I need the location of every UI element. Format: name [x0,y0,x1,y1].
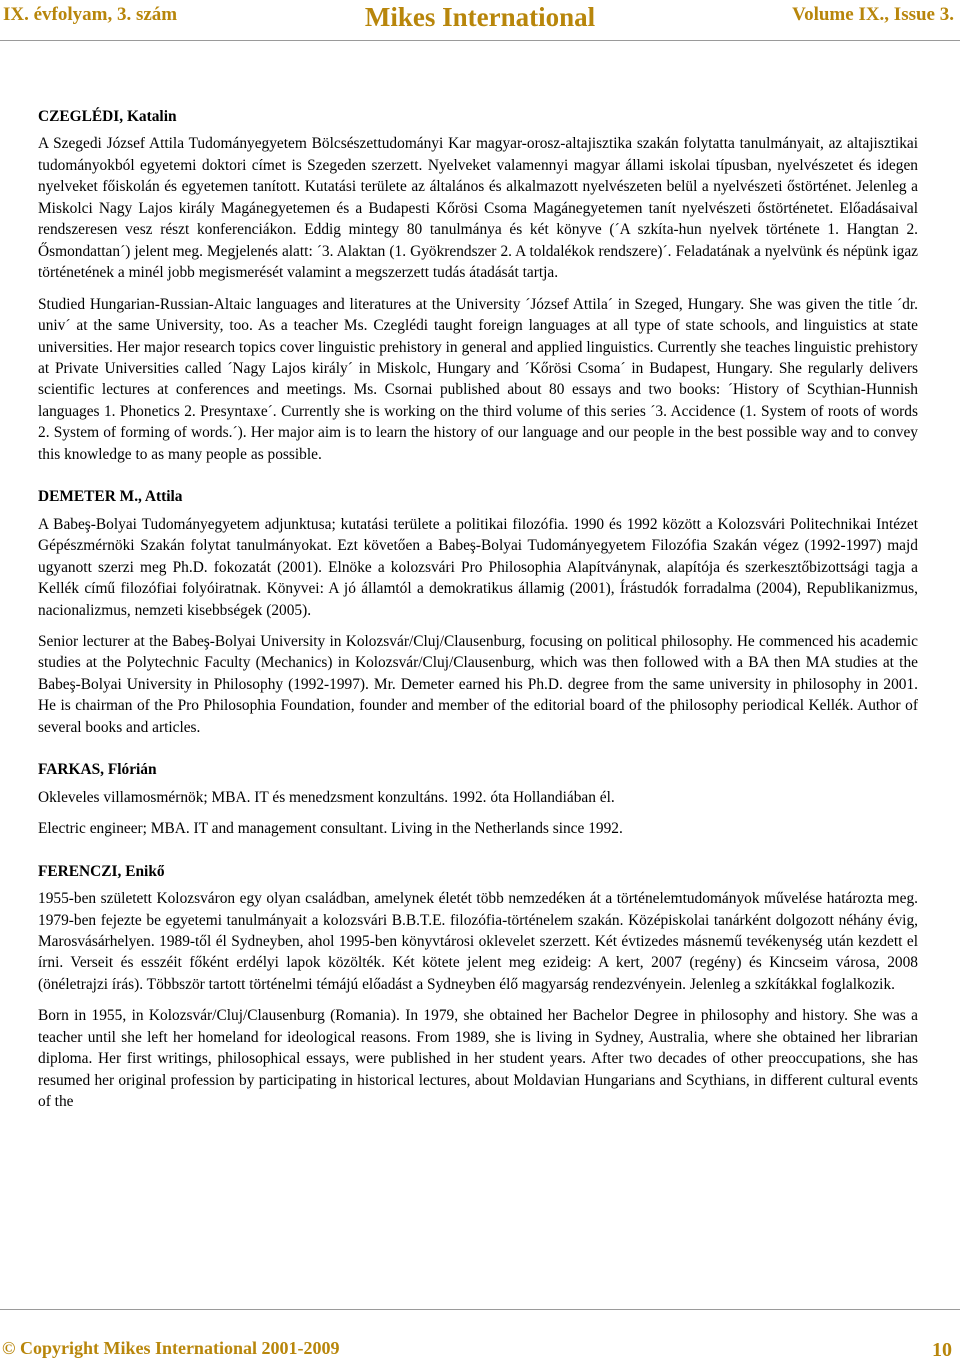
footer-divider [0,1309,960,1310]
bio-text-hungarian: A Szegedi József Attila Tudományegyetem Bölcsészettudományi Kar magyar-orosz-altajisztika szakán folytatta tanulmányait, az altajisztikai tudományokból egyetemi doktori címet is Szegeden szerzett. Nyelveket valamennyi magyar állami iskolai típusban, nyelvészetet és idegen nyelveket főiskolán és egyetemen tanított. Kutatási területe az általános és alkalmazott nyelvészeten belül a nyelvészeti őstörténet. Jelenleg a Miskolci Nagy Lajos király Magánegyetemen és a Budapesti Kőrösi Csoma Magánegyetemen tanít nyelvészeti őstörténetet. Előadásaival rendszeresen vesz részt konferenciákon. Eddig mintegy 80 tanulmánya és két könyve (´A szkíta-hun nyelvek története 1. Hangtan 2. Ősmondattan´) jelent meg. Megjelenés alatt: ´3. Alaktan (1. Gyökrendszer 2. A toldalékok rendszere)´. Feladatának a nyelvünk és népünk igaz történetének a minél jobb megismerését valamint a megszerzett tudás átadását tartja. [38,135,918,282]
page-number: 10 [932,1339,952,1361]
bio-text-hungarian: 1955-ben született Kolozsváron egy olyan családban, amelynek életét több nemzedéken át a történelemtudományok művelése határozta meg. 1979-ben fejezte be egyetemi tanulmányait a kolozsvári B.B.T.E. filozófia-történelem szakán. Középiskolai tanárként dolgozott néhány évig, Marosvásárhelyen. 1989-től él Sydneyben, ahol 1995-ben könyvtárosi oklevelet szerzett. Két évtizedes másnemű tevékenység után kezdett el írni. Verseit és esszéit főként erdélyi lapok közölték. Két kötete jelent meg ezideig: A kert, 2007 (regény) és Kincseim városa, 2008 (önéletrajzi írás). Többször tartott történelmi témájú előadást a Sydneyben élő magyarság rendezvényein. Jelenleg a szkítákkal foglalkozik. [38,890,918,993]
bio-heading: DEMETER M., Attila [38,488,183,506]
bio-text-hungarian: Okleveles villamosmérnök; MBA. IT és menedzsment konzultáns. 1992. óta Hollandiában él. [38,788,615,806]
bio-entry [38,106,918,465]
bio-text-english: Electric engineer; MBA. IT and management consultant. Living in the Netherlands since 1992. [38,820,623,838]
bio-entry [38,486,918,738]
bio-text-english: Born in 1955, in Kolozsvár/Cluj/Clausenburg (Romania). In 1979, she obtained her Bachelor Degree in philosophy and history. She was a teacher until she left her homeland for ideological reasons. From 1989, she is living in Sydney, Australia, where she obtained her librarian diploma. Her first writings, philosophical essays, were published in her student years. After two decades of other preoccupations, she has resumed her original profession by participating in historical lectures, about Moldavian Hungarians and Scythians, in different cultural events of the [38,1007,918,1111]
bio-text-english: Studied Hungarian-Russian-Altaic languages and literatures at the University ´József Attila´ in Szeged, Hungary. She was given the title ´dr. univ´ at the same University, too. As a teacher Ms. Czeglédi taught foreign languages at all type of state schools, and linguistics at state universities. Her major research topics cover linguistic prehistory in general and applied linguistics. Currently she teaches linguistic prehistory at Private Universities called ´Nagy Lajos király´ in Miskolc, Hungary and ´Kőrösi Csoma´ in Budapest, Hungary. She regularly delivers scientific lectures at conferences and meetings. Ms. Csornai published about 80 essays and two books: ´History of Scythian-Hunnish languages 1. Phonetics 2. Presyntaxe´. Currently she is working on the third volume of this series ´3. Accidence (1. System of roots of words 2. System of forming of words.´). Her major aim is to learn the history of our language and our people in the best possible way and to convey this knowledge to as many people as possible. [38,295,918,463]
bio-text-english: Senior lecturer at the Babeş-Bolyai University in Kolozsvár/Cluj/Clausenburg, focusing on political philosophy. He commenced his academic studies at the Polytechnic Faculty (Mechanics) in Kolozsvár/Cluj/Clausenburg, which was then followed with a BA then MA studies at the Babeş-Bolyai University in Philosophy (1992-1997). Mr. Demeter earned his Ph.D. degree from the same university in philosophy in 2001. He is chairman of the Pro Philosophia Foundation, founder and member of the editorial board of the philosophy periodical Kellék. Author of several books and articles. [38,632,918,736]
bio-entry [38,861,918,1113]
bio-heading: CZEGLÉDI, Katalin [38,108,177,125]
page-header [0,0,960,40]
header-divider [0,40,960,41]
header-journal-title: Mikes International [364,2,596,32]
bio-heading: FERENCZI, Enikő [38,862,165,880]
bio-heading: FARKAS, Flórián [38,761,157,779]
bio-text-hungarian: A Babeş-Bolyai Tudományegyetem adjunktusa; kutatási területe a politikai filozófia. 1990 és 1992 között a Kolozsvári Politechnikai Intézet Gépészmérnöki Szakán folytat tanulmányokat. Ezt követően a Babeş-Bolyai Tudományegyetem Filozófia Szakán végez (1992-1997) majd ugyanott szerzi meg Ph.D. fokozatát (2001). Elnöke a kolozsvári Pro Philosophia Alapítványnak, alapítója és szerkesztőbizottsági tagja a Kellék című filozófiai folyóiratnak. Könyvei: A jó államtól a demokratikus államig (2001), Írástudók forradalma (2004), Republikanizmus, nacionalizmus, nemzeti kisebbségek (2005). [38,515,918,619]
header-volume-en: Volume IX., Issue 3. [792,4,954,25]
footer-copyright: © Copyright Mikes International 2001-2009 [2,1338,340,1358]
article-body [38,106,918,1134]
header-volume-hu: IX. évfolyam, 3. szám [3,4,178,25]
bio-entry [38,759,918,839]
